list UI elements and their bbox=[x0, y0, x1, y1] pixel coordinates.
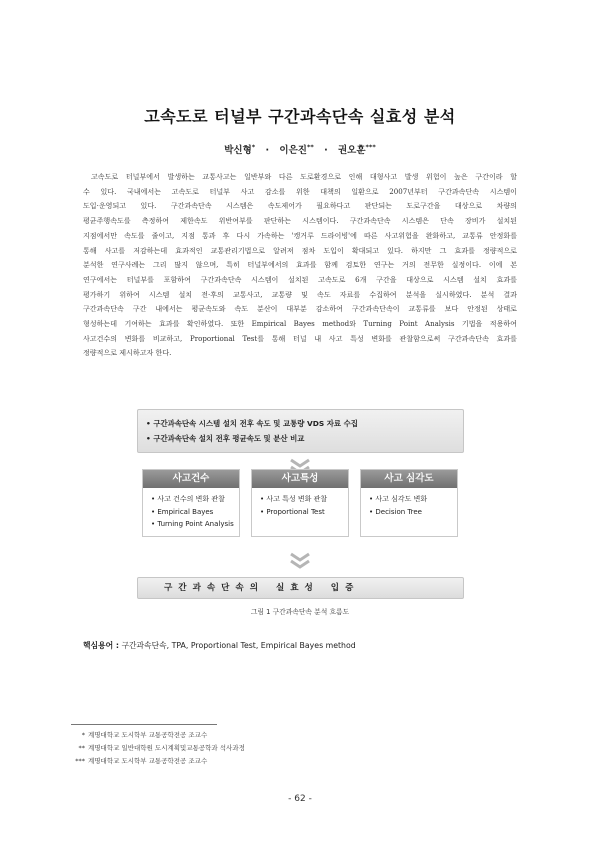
box-item: • 사고 특성 변화 관찰 bbox=[260, 495, 328, 503]
box-item: • Decision Tree bbox=[369, 507, 422, 516]
author-name: 권오훈*** bbox=[338, 142, 376, 156]
keywords bbox=[83, 640, 523, 651]
panel-item: • 구간과속단속 시스템 설치 전후 속도 및 교통량 VDS 자료 수집 bbox=[146, 419, 358, 428]
abstract-line: 정량적으로 제시하고자 한다. bbox=[83, 348, 172, 358]
analysis-box-accident-count bbox=[142, 469, 240, 537]
box-item: • 사고 건수의 변화 관찰 bbox=[151, 495, 225, 503]
footnote: *** 계명대학교 도시학부 교통공학전공 조교수 bbox=[75, 757, 208, 765]
box-title: 사고 심각도 bbox=[361, 470, 457, 488]
chevron-down-icon bbox=[287, 551, 313, 571]
analysis-box-accident-severity bbox=[360, 469, 458, 537]
paper-title: 고속도로 터널부 구간과속단속 실효성 분석 bbox=[144, 107, 456, 126]
abstract-line: 평가하기 위하여 시스템 설치 전·후의 교통사고, 교통량 및 속도 자료를 수집하여 분석을 실시하였다. 분석 결과 bbox=[83, 289, 517, 299]
analysis-box-accident-characteristics bbox=[251, 469, 349, 537]
box-title: 사고건수 bbox=[143, 470, 239, 488]
footnotes bbox=[71, 729, 371, 768]
author-separator: · bbox=[324, 145, 328, 156]
box-item: • 사고 심각도 변화 bbox=[369, 495, 428, 503]
keywords-text: 구간과속단속, TPA, Proportional Test, Empirical Bayes method bbox=[118, 641, 356, 650]
keywords-label: 핵심용어 : bbox=[83, 641, 119, 650]
figure-caption: 그림 1 구간과속단속 분석 흐름도 bbox=[250, 608, 350, 616]
abstract-line: 지점에서만 속도를 줄이고, 지점 통과 후 다시 가속하는 '캥거루 드라이빙'에 따른 사고위험을 완화하고, 교통류 안정화를 bbox=[83, 230, 517, 240]
abstract-line: 평균주행속도를 측정하여 제한속도 위반여부를 판단하는 시스템이다. 구간과속단속 시스템은 단속 장비가 설치된 bbox=[83, 216, 517, 226]
abstract-line: 연구에서는 터널부를 포함하여 구간과속단속 시스템이 설치된 고속도로 6개 구간을 대상으로 시스템 설치 효과를 bbox=[83, 274, 517, 284]
abstract-line: 도입·운영되고 있다. 구간과속단속 시스템은 속도제어가 필요하다고 판단되는 도로구간을 대상으로 차량의 bbox=[83, 201, 517, 211]
abstract bbox=[83, 170, 517, 361]
footnote-divider bbox=[71, 724, 217, 725]
box-title: 사고특성 bbox=[252, 470, 348, 488]
footnote: ** 계명대학교 일반대학원 도시계획및교통공학과 석사과정 bbox=[78, 744, 245, 752]
conclusion-panel: 구 간 과 속 단 속 의 실 효 성 입 증 bbox=[137, 577, 464, 599]
box-item: • Proportional Test bbox=[260, 507, 325, 516]
panel-item: • 구간과속단속 설치 전후 평균속도 및 분산 비교 bbox=[146, 434, 305, 443]
footnote: * 계명대학교 도시학부 교통공학전공 조교수 bbox=[81, 731, 208, 739]
flow-diagram bbox=[137, 409, 464, 599]
author-line bbox=[0, 142, 600, 156]
box-item: • Turning Point Analysis bbox=[151, 520, 234, 529]
abstract-line: 형성하는데 기여하는 효과를 확인하였다. 또한 Empirical Bayes method와 Turning Point Analysis 기법을 적용하여 bbox=[83, 319, 517, 329]
box-item: • Empirical Bayes bbox=[151, 507, 214, 516]
abstract-line: 분석한 연구사례는 그리 많지 않으며, 특히 터널부에서의 효과를 함께 검토한 연구는 거의 전무한 실정이다. 이에 본 bbox=[83, 260, 517, 270]
abstract-line: 구간과속단속 구간 내에서는 평균속도와 속도 분산이 대부분 감소하여 구간과속단속이 교통류를 보다 안정된 상태로 bbox=[83, 304, 517, 314]
abstract-line: 고속도로 터널부에서 발생하는 교통사고는 일반부와 다른 도로환경으로 인해 대형사고 발생 위험이 높은 구간이라 할 bbox=[91, 172, 517, 181]
author-name: 이은진** bbox=[279, 142, 314, 156]
abstract-line: 통해 사고를 저감하는데 효과적인 교통관리기법으로 알려져 점차 도입이 확대되고 있다. 하지만 그 효과를 정량적으로 bbox=[83, 245, 517, 255]
abstract-line: 사고건수의 변화를 비교하고, Proportional Test를 통해 터널 내 사고 특성 변화를 관찰함으로써 구간과속단속 효과를 bbox=[83, 333, 517, 343]
author-separator: · bbox=[265, 145, 270, 156]
page-number: - 62 - bbox=[288, 794, 312, 804]
author-name: 박신형* bbox=[224, 142, 256, 156]
abstract-line: 수 있다. 국내에서는 고속도로 터널부 사고 감소를 위한 대책의 일환으로 2007년부터 구간과속단속 시스템이 bbox=[83, 186, 517, 196]
data-collection-panel bbox=[137, 409, 464, 453]
